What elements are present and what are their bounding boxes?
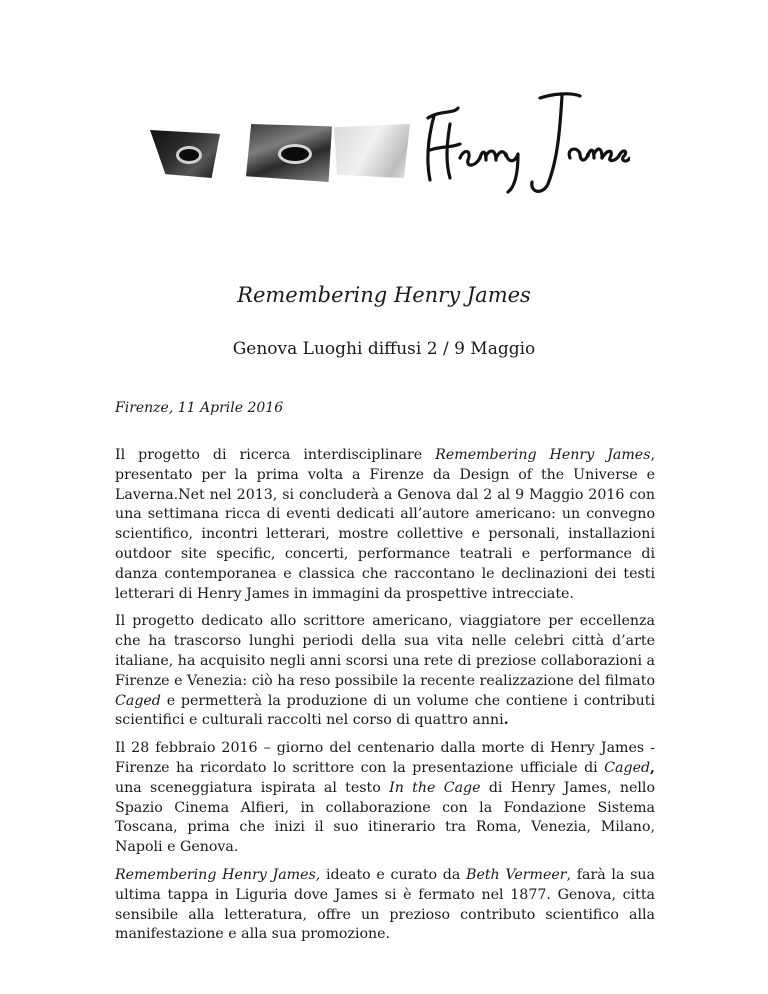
italic-name-run: Beth Vermeer: [466, 866, 567, 883]
italic-title-run: Caged: [115, 692, 161, 709]
event-subtitle: Genova Luoghi diffusi 2 / 9 Maggio: [232, 339, 536, 359]
italic-title-run: In the Cage: [389, 779, 481, 796]
paragraph-1: [115, 446, 655, 604]
text-run: una sceneggiatura ispirata al testo: [115, 779, 390, 796]
text-run: , farà la sua ultima tappa in Liguria dove James si è fermato nel 1877. Genova, citta sensibile alla letteratura, offre un prezioso contributo scientifico alla manifestazione e alla sua promozione.: [115, 866, 655, 943]
paragraph-2: [115, 612, 655, 731]
paragraph-3: [115, 739, 655, 858]
text-run: ideato e curato da: [320, 866, 467, 883]
text-run: Il progetto di ricerca interdisciplinare: [115, 447, 436, 463]
bold-run: .: [503, 712, 509, 729]
light-photo-right: [334, 124, 410, 178]
header-collage: [150, 88, 630, 198]
eyes-photo-center: [246, 124, 332, 182]
eye-icon: [278, 144, 312, 164]
italic-title-run: Remembering Henry James,: [115, 866, 321, 883]
italic-title-run: Caged: [604, 759, 651, 776]
text-run: Il 28 febbraio 2016 – giorno del centenario dalla morte di Henry James - Firenze ha ricordato lo scrittore con la presentazione ufficiale di: [115, 740, 655, 776]
event-title: Remembering Henry James: [237, 283, 531, 307]
eye-icon: [176, 146, 202, 164]
text-run: Il progetto dedicato allo scrittore americano, viaggiatore per eccellenza che ha trascorso lunghi periodi della sua vita nelle celebri città d’arte italiane, ha acquisito negli anni scorsi una rete di preziose collaborazioni a Firenze e Venezia: ciò ha reso possibile la recente realizzazione del filmato: [115, 613, 655, 689]
paragraph-4: [115, 866, 655, 945]
text-run: , presentato per la prima volta a Firenze da Design of the Universe e Laverna.Net nel 2013, si concluderà a Genova dal 2 al 9 Maggio 2016 con una settimana ricca di eventi dedicati all’autore americano: un convegno scientifico, incontri letterari, mostre collettive e personali, installazioni outdoor site specific, concerti, performance teatrali e performance di danza contemporanea e classica che raccontano le declinazioni dei testi letterari di Henry James in immagini da prospettive intrecciate.: [115, 447, 655, 602]
henry-james-signature: [420, 88, 630, 198]
bold-run: ,: [650, 759, 655, 776]
dateline: Firenze, 11 Aprile 2016: [115, 400, 284, 416]
italic-title-run: Remembering Henry James: [435, 447, 651, 463]
text-run: di Henry James, nello Spazio Cinema Alfieri, in collaborazione con la Fondazione Sistema Toscana, prima che inizi il suo itinerario tra Roma, Venezia, Milano, Napoli e Genova.: [115, 779, 655, 856]
text-run: e permetterà la produzione di un volume che contiene i contributi scientifici e culturali raccolti nel corso di quattro anni: [115, 692, 655, 729]
eye-photo-left: [150, 130, 220, 178]
body-text: [115, 446, 655, 953]
